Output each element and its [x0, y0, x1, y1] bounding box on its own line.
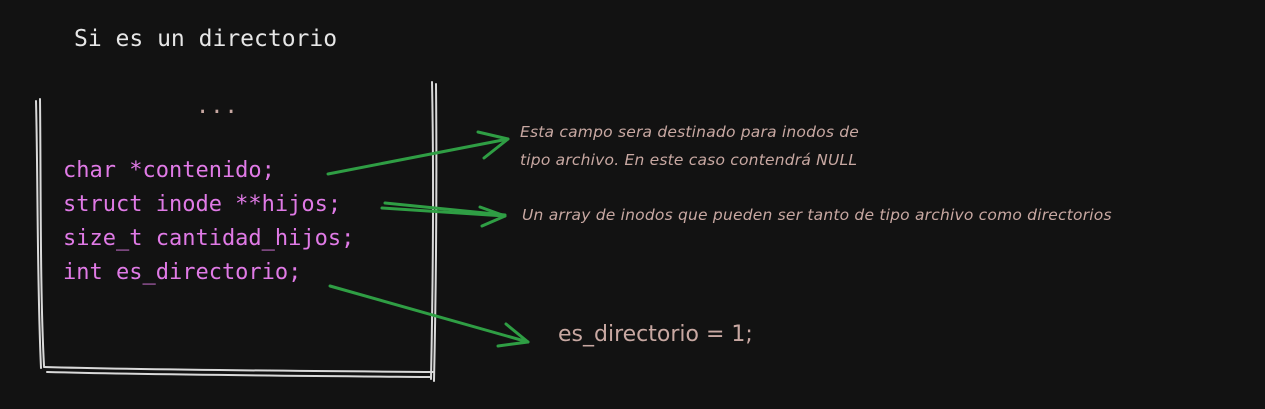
diagram-title: Si es un directorio [74, 26, 338, 52]
contenido-note-line1: Esta campo sera destinado para inodos de [520, 123, 860, 141]
field-es-directorio: int es_directorio; [63, 260, 302, 285]
struct-ellipsis: ... [196, 94, 239, 119]
field-hijos: struct inode **hijos; [63, 192, 342, 217]
field-contenido: char *contenido; [63, 158, 275, 183]
hijos-note: Un array de inodos que pueden ser tanto de tipo archivo como directorios [522, 206, 1112, 224]
arrow-contenido [328, 139, 508, 174]
field-cantidad-hijos: size_t cantidad_hijos; [63, 226, 355, 251]
contenido-note-line2: tipo archivo. En este caso contendrá NULL [520, 151, 858, 169]
arrow-es-directorio [330, 286, 528, 342]
es-directorio-value: es_directorio = 1; [558, 322, 753, 347]
